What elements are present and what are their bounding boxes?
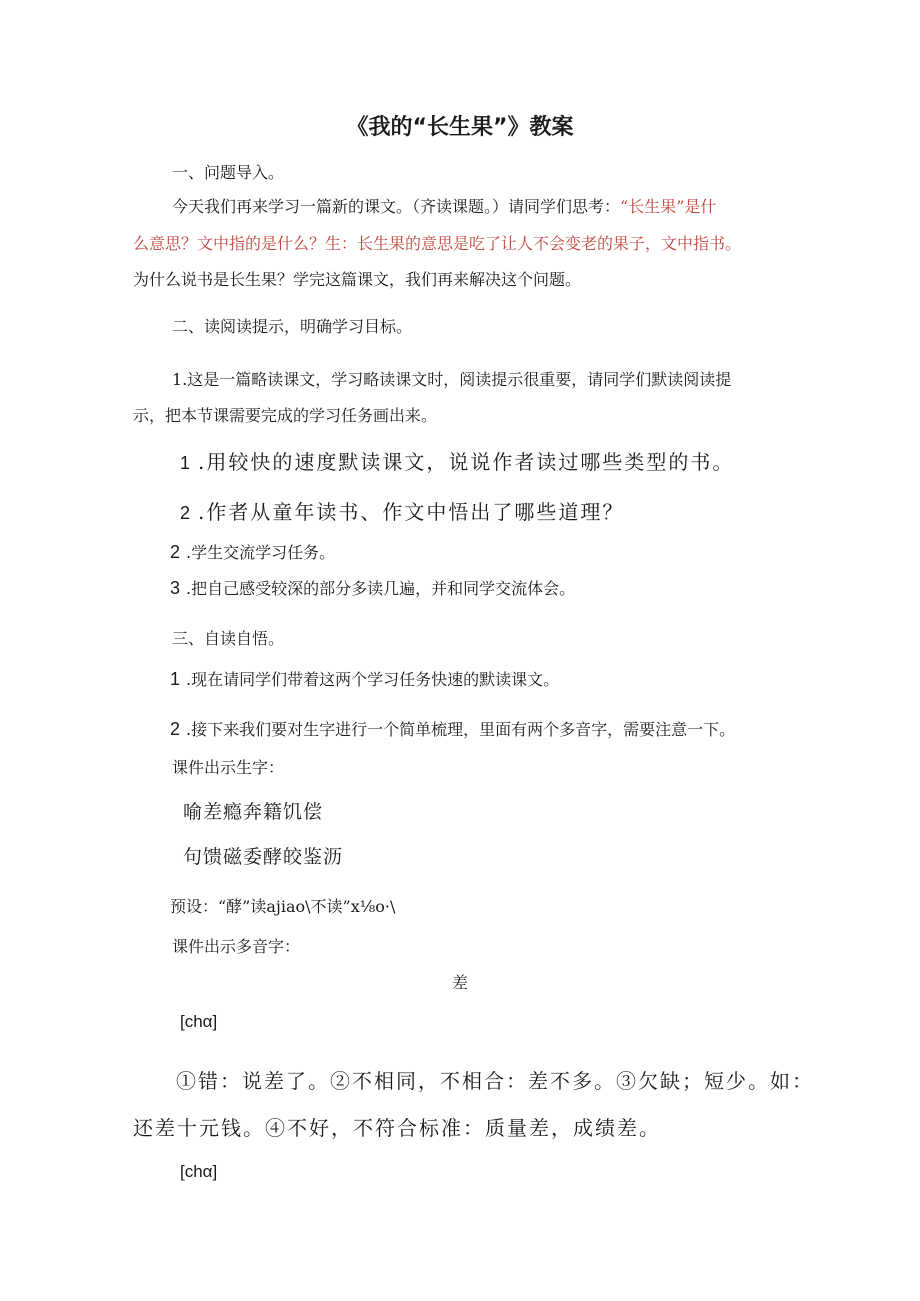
goal-item-3-text: .把自己感受较深的部分多读几遍，并和同学交流体会。: [186, 579, 576, 598]
section-heading-intro: 一、问题导入。: [172, 163, 285, 182]
new-characters-line-1: 喻差瘾奔籍饥偿: [183, 801, 324, 823]
self-reading-item-2-text: .接下来我们要对生字进行一个简单梳理，里面有两个多音字，需要注意一下。: [186, 720, 736, 739]
task-1-number: 1: [180, 453, 193, 473]
goal-item-2: [170, 540, 335, 563]
task-1-text: .用较快的速度默读课文，说说作者读过哪些类型的书。: [198, 450, 735, 474]
task-2-text: .作者从童年读书、作文中悟出了哪些道理？: [198, 500, 625, 524]
intro-paragraph-line-2: 么意思？文中指的是什么？生：长生果的意思是吃了让人不会变老的果子，文中指书。: [133, 234, 742, 253]
document-title: 《我的“长生果”》教案: [346, 115, 574, 140]
goal-item-1-line-2: 示，把本节课需要完成的学习任务画出来。: [133, 406, 438, 425]
intro-paragraph-line-3: 为什么说书是长生果？学完这篇课文，我们再来解决这个问题。: [133, 270, 582, 289]
goal-item-3: [170, 576, 575, 599]
self-reading-item-1-text: .现在请同学们带着这两个学习任务快速的默读课文。: [186, 670, 560, 689]
definition-line-2: 还差十元钱。④不好，不符合标准：质量差，成绩差。: [133, 1116, 661, 1140]
goal-item-3-number: 3: [170, 578, 181, 598]
courseware-chars-label: 课件出示生字：: [172, 758, 285, 777]
self-reading-item-2-number: 2: [170, 719, 181, 739]
intro-text: 今天我们再来学习一篇新的课文。（齐读课题。）请同学们思考：: [172, 197, 621, 216]
goal-item-1-line-1: 1.这是一篇略读课文，学习略读课文时，阅读提示很重要，请同学们默读阅读提: [172, 370, 732, 389]
goal-item-2-number: 2: [170, 542, 181, 562]
courseware-poly-label: 课件出示多音字：: [172, 937, 301, 956]
pinyin-reading-2: [chα]: [180, 1162, 218, 1181]
self-reading-item-1-number: 1: [170, 669, 181, 689]
pinyin-reading-1: [chα]: [180, 1012, 218, 1031]
new-characters-line-2: 句馈磁委酵皎鉴沥: [183, 846, 344, 868]
preset-pronunciation: 预设：“酵”读ajiao\不读”x⅛o·\: [170, 897, 396, 916]
task-1: [180, 446, 734, 475]
task-2: [180, 496, 624, 525]
section-heading-self-reading: 三、自读自悟。: [172, 629, 285, 648]
self-reading-item-1: [170, 667, 559, 690]
definition-line-1: ①错：说差了。②不相同，不相合：差不多。③欠缺；短少。如：: [176, 1069, 814, 1093]
self-reading-item-2: [170, 717, 735, 740]
intro-paragraph-line-1: [172, 194, 716, 217]
polyphonic-character: 差: [451, 973, 468, 992]
intro-question-red: “长生果”是什: [620, 197, 717, 216]
task-2-number: 2: [180, 503, 193, 523]
goal-item-2-text: .学生交流学习任务。: [186, 543, 336, 562]
section-heading-goals: 二、读阅读提示，明确学习目标。: [172, 317, 413, 336]
